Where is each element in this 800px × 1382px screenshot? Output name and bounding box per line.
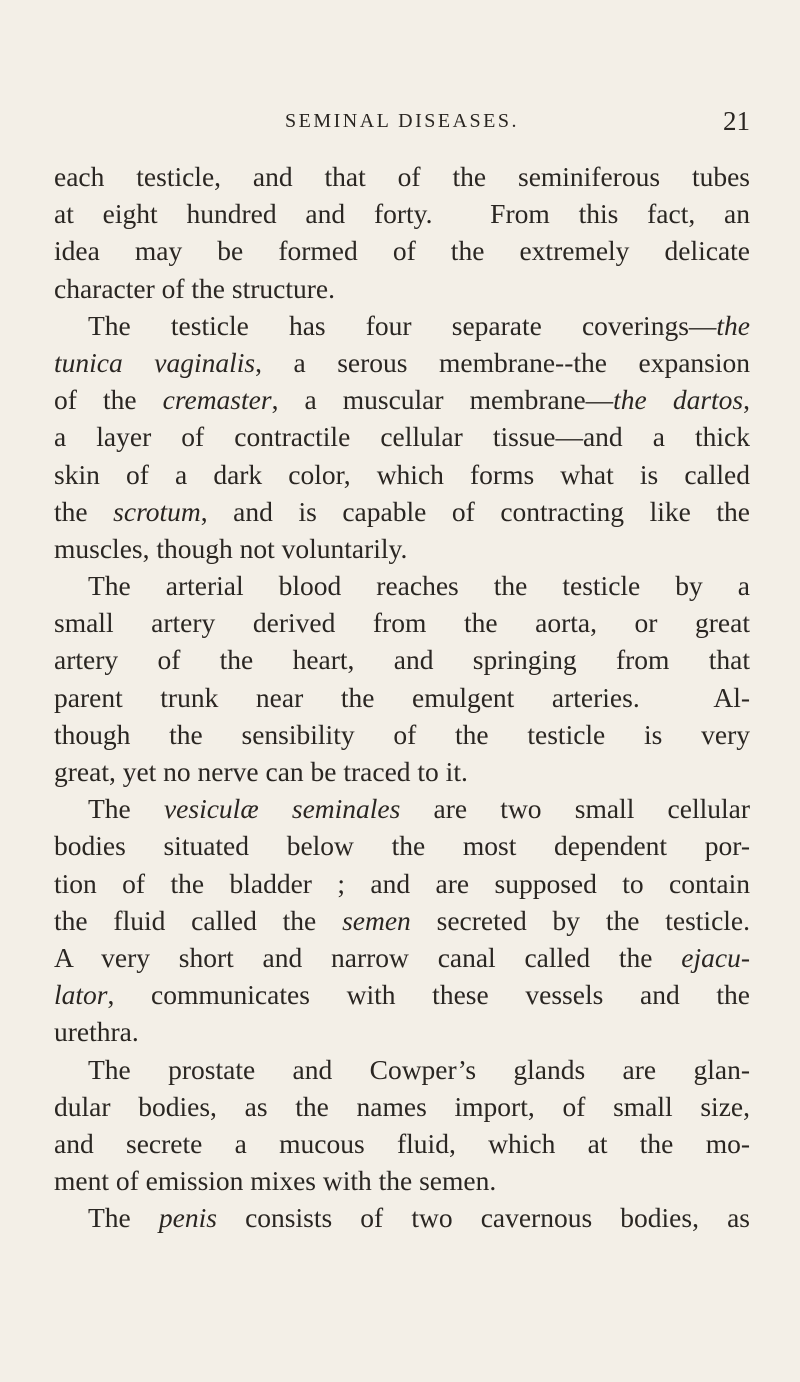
text-segment: the [54, 495, 114, 527]
text-line [54, 753, 750, 790]
text-line [54, 865, 750, 902]
text-segment: artery of the heart, and springing from that [54, 644, 750, 676]
text-line [54, 270, 750, 307]
body-text [54, 158, 750, 1236]
text-segment: The arterial blood reaches the testicle by a [88, 570, 750, 602]
text-segment: bodies situated below the most dependent por- [54, 830, 750, 862]
text-segment: of the [54, 384, 163, 416]
text-line [54, 567, 750, 604]
text-segment: , a muscular membrane— [271, 384, 614, 416]
running-title: SEMINAL DISEASES. [285, 110, 519, 132]
text-line [54, 381, 750, 418]
italic-term: the [716, 309, 750, 341]
italic-term: lator [54, 979, 108, 1011]
italic-term: tunica vaginalis [54, 346, 256, 378]
text-segment: dular bodies, as the names import, of small size, [54, 1090, 750, 1122]
text-segment: character of the structure. [54, 272, 335, 304]
italic-term: scrotum [113, 495, 201, 527]
text-line [54, 641, 750, 678]
italic-term: penis [158, 1202, 217, 1234]
text-line [54, 1013, 750, 1050]
text-segment: skin of a dark color, which forms what is called [54, 458, 750, 490]
text-segment: ment of emission mixes with the semen. [54, 1165, 497, 1197]
italic-term: vesiculæ seminales [163, 793, 401, 825]
text-segment: A very short and narrow canal called the [54, 941, 682, 973]
text-segment: small artery derived from the aorta, or great [54, 607, 750, 639]
text-segment: each testicle, and that of the seminiferous tubes [54, 161, 750, 192]
text-segment: The prostate and Cowper’s glands are glan- [88, 1053, 750, 1085]
italic-term: cremaster [162, 384, 272, 416]
italic-term: semen [342, 904, 411, 936]
text-segment: consists of two cavernous bodies, as [216, 1202, 750, 1234]
text-line [54, 679, 750, 716]
text-line [54, 827, 750, 864]
page-number: 21 [723, 106, 750, 136]
text-line [54, 158, 750, 195]
italic-term: the dartos [613, 384, 744, 416]
text-line [54, 418, 750, 455]
text-line [54, 530, 750, 567]
italic-term: ejacu- [681, 941, 750, 973]
text-line [54, 1162, 750, 1199]
text-line [54, 939, 750, 976]
running-head [54, 108, 750, 138]
text-segment: The [88, 793, 164, 825]
text-line [54, 1051, 750, 1088]
text-segment: parent trunk near the emulgent arteries. Al- [54, 681, 750, 713]
text-segment: The [88, 1202, 159, 1234]
text-line [54, 232, 750, 269]
text-segment: , and is capable of contracting like the [200, 495, 750, 527]
text-segment: are two small cellular [400, 793, 750, 825]
text-line [54, 195, 750, 232]
text-segment: , communicates with these vessels and the [107, 979, 750, 1011]
text-line [54, 902, 750, 939]
text-segment: idea may be formed of the extremely delicate [54, 235, 750, 267]
text-line [54, 604, 750, 641]
text-segment: The testicle has four separate coverings— [88, 309, 717, 341]
text-line [54, 493, 750, 530]
text-line [54, 1088, 750, 1125]
text-segment: a layer of contractile cellular tissue—and a thick [54, 421, 750, 453]
text-line [54, 790, 750, 827]
text-line [54, 307, 750, 344]
text-segment: the fluid called the [54, 904, 343, 936]
text-segment: urethra. [54, 1016, 139, 1048]
text-line [54, 456, 750, 493]
text-segment: at eight hundred and forty. From this fact, an [54, 198, 750, 230]
text-segment: secreted by the testicle. [410, 904, 750, 936]
text-line [54, 344, 750, 381]
text-line [54, 1125, 750, 1162]
text-segment: though the sensibility of the testicle is very [54, 718, 750, 750]
text-segment: tion of the bladder ; and are supposed to contain [54, 867, 750, 899]
text-line [54, 976, 750, 1013]
text-segment: great, yet no nerve can be traced to it. [54, 756, 468, 787]
text-segment: , a serous membrane--the expansion [255, 346, 750, 378]
text-line [54, 1199, 750, 1236]
text-segment: , [743, 384, 750, 416]
text-segment: and secrete a mucous fluid, which at the mo- [54, 1127, 750, 1159]
text-segment: muscles, though not voluntarily. [54, 532, 408, 564]
text-line [54, 716, 750, 753]
